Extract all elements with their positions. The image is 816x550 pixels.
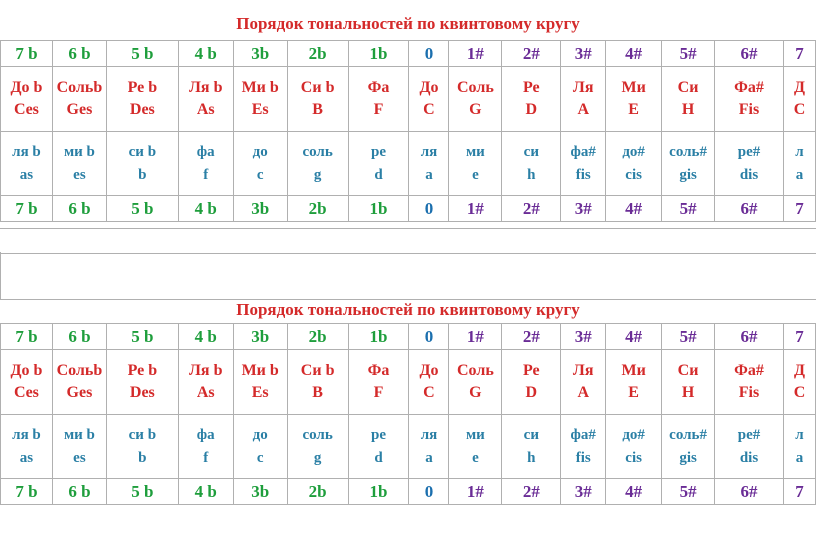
major-key-letter: A bbox=[577, 101, 589, 118]
major-key-letter: G bbox=[469, 384, 482, 401]
major-key-name: Си b bbox=[300, 79, 335, 96]
minor-key-letter: gis bbox=[679, 166, 697, 183]
minor-key-cell bbox=[106, 415, 178, 479]
major-key-letter: Fis bbox=[738, 101, 760, 118]
minor-key-name: соль bbox=[302, 143, 333, 160]
major-key-cell bbox=[502, 350, 561, 415]
minor-key-name: до bbox=[252, 426, 268, 443]
accidental-count-cell: 4# bbox=[606, 196, 662, 222]
minor-key-cell bbox=[561, 415, 606, 479]
major-key-letter: Ces bbox=[14, 384, 39, 401]
spacer-row bbox=[0, 228, 816, 254]
major-key-name: Си bbox=[677, 362, 699, 379]
major-key-letter: Es bbox=[251, 101, 269, 118]
accidental-count-cell: 2b bbox=[287, 196, 348, 222]
major-key-cell bbox=[502, 67, 561, 132]
accidental-count-cell: 4 b bbox=[178, 196, 233, 222]
major-key-name: Соль bbox=[457, 79, 494, 96]
minor-key-name: фа# bbox=[570, 426, 596, 443]
major-key-cell bbox=[449, 67, 502, 132]
minor-key-letter: g bbox=[313, 449, 322, 466]
accidental-count-cell: 7 b bbox=[1, 479, 53, 505]
minor-key-name: фа bbox=[196, 426, 215, 443]
minor-key-name: ми b bbox=[63, 143, 95, 160]
major-key-letter: E bbox=[628, 101, 639, 118]
accidental-count-cell: 7 b bbox=[1, 324, 53, 350]
major-key-letter: C bbox=[793, 384, 806, 401]
major-key-cell bbox=[233, 67, 287, 132]
accidental-count-cell: 6# bbox=[715, 41, 784, 67]
minor-key-name: ля bbox=[420, 143, 438, 160]
major-key-name: Д bbox=[793, 79, 805, 96]
minor-key-letter: fis bbox=[575, 449, 591, 466]
major-key-name: Си bbox=[677, 79, 699, 96]
minor-key-cell bbox=[409, 415, 449, 479]
accidental-count-cell: 4 b bbox=[178, 41, 233, 67]
minor-key-cell bbox=[449, 132, 502, 196]
major-key-cell bbox=[715, 67, 784, 132]
major-key-cell bbox=[561, 67, 606, 132]
key-signature-table bbox=[0, 40, 816, 222]
accidental-count-cell: 6 b bbox=[52, 479, 106, 505]
major-key-letter: C bbox=[423, 101, 435, 118]
accidental-count-cell: 4# bbox=[606, 41, 662, 67]
accidental-count-cell: 7 bbox=[783, 196, 815, 222]
accidental-count-cell: 4 b bbox=[178, 324, 233, 350]
minor-key-cell bbox=[106, 132, 178, 196]
minor-key-letter: e bbox=[472, 166, 479, 183]
accidental-count-cell: 3# bbox=[561, 196, 606, 222]
major-key-name: До bbox=[419, 79, 439, 96]
accidental-count-cell: 3# bbox=[561, 41, 606, 67]
major-key-name: Сольb bbox=[56, 362, 103, 379]
minor-key-letter: а bbox=[795, 449, 804, 466]
accidental-count-cell: 0 bbox=[409, 479, 449, 505]
major-key-cell bbox=[287, 67, 348, 132]
accidental-count-cell: 5 b bbox=[106, 479, 178, 505]
accidental-count-row bbox=[1, 41, 816, 67]
minor-key-letter: gis bbox=[679, 449, 697, 466]
minor-key-letter: a bbox=[425, 449, 433, 466]
accidental-count-cell: 1b bbox=[348, 479, 409, 505]
major-key-cell bbox=[783, 350, 815, 415]
accidental-count-cell: 5 b bbox=[106, 41, 178, 67]
major-key-cell bbox=[233, 350, 287, 415]
major-key-cell bbox=[1, 350, 53, 415]
major-key-letter: D bbox=[525, 101, 538, 118]
major-key-letter: H bbox=[681, 101, 695, 118]
accidental-count-cell: 7 bbox=[783, 479, 815, 505]
major-key-name: До b bbox=[10, 79, 43, 96]
major-key-name: Фа bbox=[367, 362, 390, 379]
minor-key-cell bbox=[715, 415, 784, 479]
minor-key-name: до# bbox=[622, 426, 645, 443]
minor-key-cell bbox=[178, 132, 233, 196]
major-key-cell bbox=[106, 350, 178, 415]
accidental-count-cell: 2# bbox=[502, 479, 561, 505]
major-key-cell bbox=[783, 67, 815, 132]
major-key-cell bbox=[287, 350, 348, 415]
major-key-row bbox=[1, 350, 816, 415]
major-key-letter: C bbox=[423, 384, 435, 401]
major-key-letter: F bbox=[373, 384, 384, 401]
minor-key-cell bbox=[287, 415, 348, 479]
minor-key-letter: c bbox=[256, 449, 264, 466]
major-key-letter: Des bbox=[129, 384, 155, 401]
minor-key-name: ми bbox=[465, 426, 485, 443]
major-key-cell bbox=[449, 350, 502, 415]
major-key-name: Сольb bbox=[56, 79, 103, 96]
accidental-count-cell: 4# bbox=[606, 324, 662, 350]
accidental-count-cell: 7 b bbox=[1, 196, 53, 222]
accidental-count-cell: 7 b bbox=[1, 41, 53, 67]
minor-key-name: соль# bbox=[669, 426, 707, 443]
accidental-count-cell: 6 b bbox=[52, 196, 106, 222]
major-key-letter: G bbox=[469, 101, 482, 118]
accidental-count-cell: 5# bbox=[662, 41, 715, 67]
accidental-count-cell: 5# bbox=[662, 196, 715, 222]
minor-key-name: ля b bbox=[12, 143, 41, 160]
accidental-count-cell: 3b bbox=[233, 41, 287, 67]
minor-key-letter: b bbox=[138, 449, 147, 466]
major-key-cell bbox=[178, 67, 233, 132]
minor-key-name: фа# bbox=[570, 143, 596, 160]
accidental-count-cell: 0 bbox=[409, 196, 449, 222]
major-key-cell bbox=[606, 67, 662, 132]
accidental-count-cell: 3b bbox=[233, 196, 287, 222]
accidental-count-cell: 1# bbox=[449, 479, 502, 505]
minor-key-cell bbox=[561, 132, 606, 196]
major-key-letter: As bbox=[196, 101, 215, 118]
accidental-count-row-bottom bbox=[1, 479, 816, 505]
major-key-row bbox=[1, 67, 816, 132]
major-key-letter: A bbox=[577, 384, 589, 401]
major-key-letter: E bbox=[628, 384, 639, 401]
accidental-count-cell: 4# bbox=[606, 479, 662, 505]
major-key-cell bbox=[1, 67, 53, 132]
minor-key-cell bbox=[409, 132, 449, 196]
minor-key-cell bbox=[502, 415, 561, 479]
minor-key-cell bbox=[348, 415, 409, 479]
major-key-name: Ля bbox=[572, 362, 594, 379]
major-key-cell bbox=[662, 67, 715, 132]
minor-key-name: ми b bbox=[63, 426, 95, 443]
minor-key-cell bbox=[1, 415, 53, 479]
minor-key-cell bbox=[783, 415, 815, 479]
major-key-letter: B bbox=[312, 101, 323, 118]
minor-key-letter: а bbox=[795, 166, 804, 183]
minor-key-name: ре# bbox=[737, 143, 761, 160]
minor-key-cell bbox=[606, 132, 662, 196]
minor-key-letter: h bbox=[527, 449, 536, 466]
table-title: Порядок тональностей по квинтовому кругу bbox=[236, 300, 580, 319]
major-key-name: Фа bbox=[367, 79, 390, 96]
accidental-count-row-bottom bbox=[1, 196, 816, 222]
accidental-count-cell: 7 bbox=[783, 324, 815, 350]
accidental-count-cell: 1# bbox=[449, 196, 502, 222]
major-key-cell bbox=[561, 350, 606, 415]
accidental-count-cell: 3b bbox=[233, 324, 287, 350]
minor-key-cell bbox=[233, 415, 287, 479]
minor-key-name: си b bbox=[128, 143, 157, 160]
major-key-cell bbox=[52, 67, 106, 132]
major-key-name: Ми bbox=[621, 362, 646, 379]
accidental-count-cell: 2# bbox=[502, 324, 561, 350]
accidental-count-cell: 6# bbox=[715, 324, 784, 350]
minor-key-letter: f bbox=[203, 449, 209, 466]
accidental-count-cell: 1b bbox=[348, 196, 409, 222]
minor-key-cell bbox=[52, 415, 106, 479]
major-key-name: Си b bbox=[300, 362, 335, 379]
accidental-count-cell: 1# bbox=[449, 41, 502, 67]
minor-key-letter: g bbox=[313, 166, 322, 183]
minor-key-cell bbox=[178, 415, 233, 479]
minor-key-cell bbox=[715, 132, 784, 196]
minor-key-name: ми bbox=[465, 143, 485, 160]
minor-key-letter: a bbox=[425, 166, 433, 183]
table-title: Порядок тональностей по квинтовому кругу bbox=[236, 14, 580, 33]
minor-key-cell bbox=[502, 132, 561, 196]
minor-key-letter: fis bbox=[575, 166, 591, 183]
minor-key-cell bbox=[348, 132, 409, 196]
major-key-letter: Des bbox=[129, 101, 155, 118]
minor-key-name: л bbox=[795, 143, 804, 160]
accidental-count-cell: 6# bbox=[715, 479, 784, 505]
major-key-cell bbox=[715, 350, 784, 415]
minor-key-cell bbox=[287, 132, 348, 196]
accidental-count-cell: 5 b bbox=[106, 196, 178, 222]
minor-key-name: ре bbox=[371, 143, 387, 160]
accidental-count-cell: 0 bbox=[409, 324, 449, 350]
accidental-count-cell: 7 bbox=[783, 41, 815, 67]
spacer-block bbox=[0, 252, 816, 300]
minor-key-letter: f bbox=[203, 166, 209, 183]
minor-key-letter: as bbox=[19, 166, 34, 183]
major-key-letter: Ces bbox=[14, 101, 39, 118]
accidental-count-cell: 2# bbox=[502, 196, 561, 222]
minor-key-name: фа bbox=[196, 143, 215, 160]
minor-key-name: соль# bbox=[669, 143, 707, 160]
major-key-letter: Es bbox=[251, 384, 269, 401]
accidental-count-cell: 2b bbox=[287, 41, 348, 67]
accidental-count-cell: 5# bbox=[662, 324, 715, 350]
minor-key-cell bbox=[783, 132, 815, 196]
major-key-cell bbox=[106, 67, 178, 132]
major-key-letter: F bbox=[373, 101, 384, 118]
accidental-count-cell: 4 b bbox=[178, 479, 233, 505]
major-key-name: Ми b bbox=[241, 79, 279, 96]
major-key-letter: As bbox=[196, 384, 215, 401]
minor-key-cell bbox=[449, 415, 502, 479]
minor-key-letter: b bbox=[138, 166, 147, 183]
minor-key-cell bbox=[606, 415, 662, 479]
minor-key-name: ля b bbox=[12, 426, 41, 443]
major-key-letter: Ges bbox=[66, 101, 93, 118]
major-key-letter: Fis bbox=[738, 384, 760, 401]
minor-key-letter: e bbox=[472, 449, 479, 466]
major-key-name: Ля b bbox=[189, 79, 223, 96]
major-key-name: Ля bbox=[572, 79, 594, 96]
accidental-count-cell: 1b bbox=[348, 324, 409, 350]
minor-key-letter: d bbox=[374, 449, 383, 466]
accidental-count-cell: 5 b bbox=[106, 324, 178, 350]
major-key-letter: Ges bbox=[66, 384, 93, 401]
accidental-count-cell: 6 b bbox=[52, 41, 106, 67]
minor-key-name: си bbox=[523, 143, 539, 160]
minor-key-cell bbox=[1, 132, 53, 196]
minor-key-name: си b bbox=[128, 426, 157, 443]
accidental-count-cell: 1# bbox=[449, 324, 502, 350]
minor-key-cell bbox=[662, 415, 715, 479]
minor-key-letter: as bbox=[19, 449, 34, 466]
major-key-name: Ми bbox=[621, 79, 646, 96]
accidental-count-cell: 5# bbox=[662, 479, 715, 505]
minor-key-name: си bbox=[523, 426, 539, 443]
minor-key-name: до bbox=[252, 143, 268, 160]
minor-key-name: ре bbox=[371, 426, 387, 443]
minor-key-name: до# bbox=[622, 143, 645, 160]
minor-key-letter: cis bbox=[625, 166, 642, 183]
accidental-count-cell: 6# bbox=[715, 196, 784, 222]
major-key-cell bbox=[52, 350, 106, 415]
accidental-count-cell: 0 bbox=[409, 41, 449, 67]
accidental-count-cell: 2# bbox=[502, 41, 561, 67]
accidental-count-cell: 6 b bbox=[52, 324, 106, 350]
major-key-cell bbox=[409, 350, 449, 415]
minor-key-letter: h bbox=[527, 166, 536, 183]
major-key-letter: B bbox=[312, 384, 323, 401]
minor-key-letter: es bbox=[73, 166, 86, 183]
minor-key-cell bbox=[233, 132, 287, 196]
major-key-name: Соль bbox=[457, 362, 494, 379]
major-key-letter: C bbox=[793, 101, 806, 118]
accidental-count-cell: 2b bbox=[287, 324, 348, 350]
minor-key-name: ля bbox=[420, 426, 438, 443]
major-key-name: Д bbox=[793, 362, 805, 379]
accidental-count-row bbox=[1, 324, 816, 350]
major-key-cell bbox=[606, 350, 662, 415]
minor-key-letter: c bbox=[256, 166, 264, 183]
major-key-name: Фа# bbox=[734, 79, 764, 96]
major-key-cell bbox=[409, 67, 449, 132]
major-key-cell bbox=[662, 350, 715, 415]
major-key-name: Фа# bbox=[734, 362, 764, 379]
major-key-name: До bbox=[419, 362, 439, 379]
minor-key-letter: dis bbox=[739, 166, 759, 183]
major-key-name: До b bbox=[10, 362, 43, 379]
major-key-cell bbox=[348, 67, 409, 132]
minor-key-cell bbox=[52, 132, 106, 196]
minor-key-name: соль bbox=[302, 426, 333, 443]
minor-key-letter: es bbox=[73, 449, 86, 466]
major-key-name: Ре b bbox=[127, 362, 158, 379]
major-key-name: Ми b bbox=[241, 362, 279, 379]
minor-key-letter: dis bbox=[739, 449, 759, 466]
minor-key-name: л bbox=[795, 426, 804, 443]
major-key-name: Ре b bbox=[127, 79, 158, 96]
accidental-count-cell: 1b bbox=[348, 41, 409, 67]
minor-key-letter: cis bbox=[625, 449, 642, 466]
minor-key-row bbox=[1, 415, 816, 479]
major-key-name: Ре bbox=[522, 79, 540, 96]
major-key-name: Ре bbox=[522, 362, 540, 379]
accidental-count-cell: 3b bbox=[233, 479, 287, 505]
minor-key-cell bbox=[662, 132, 715, 196]
minor-key-letter: d bbox=[374, 166, 383, 183]
accidental-count-cell: 3# bbox=[561, 479, 606, 505]
major-key-cell bbox=[348, 350, 409, 415]
minor-key-row bbox=[1, 132, 816, 196]
major-key-cell bbox=[178, 350, 233, 415]
accidental-count-cell: 2b bbox=[287, 479, 348, 505]
accidental-count-cell: 3# bbox=[561, 324, 606, 350]
minor-key-name: ре# bbox=[737, 426, 761, 443]
major-key-name: Ля b bbox=[189, 362, 223, 379]
major-key-letter: D bbox=[525, 384, 538, 401]
major-key-letter: H bbox=[681, 384, 695, 401]
key-signature-table bbox=[0, 323, 816, 505]
